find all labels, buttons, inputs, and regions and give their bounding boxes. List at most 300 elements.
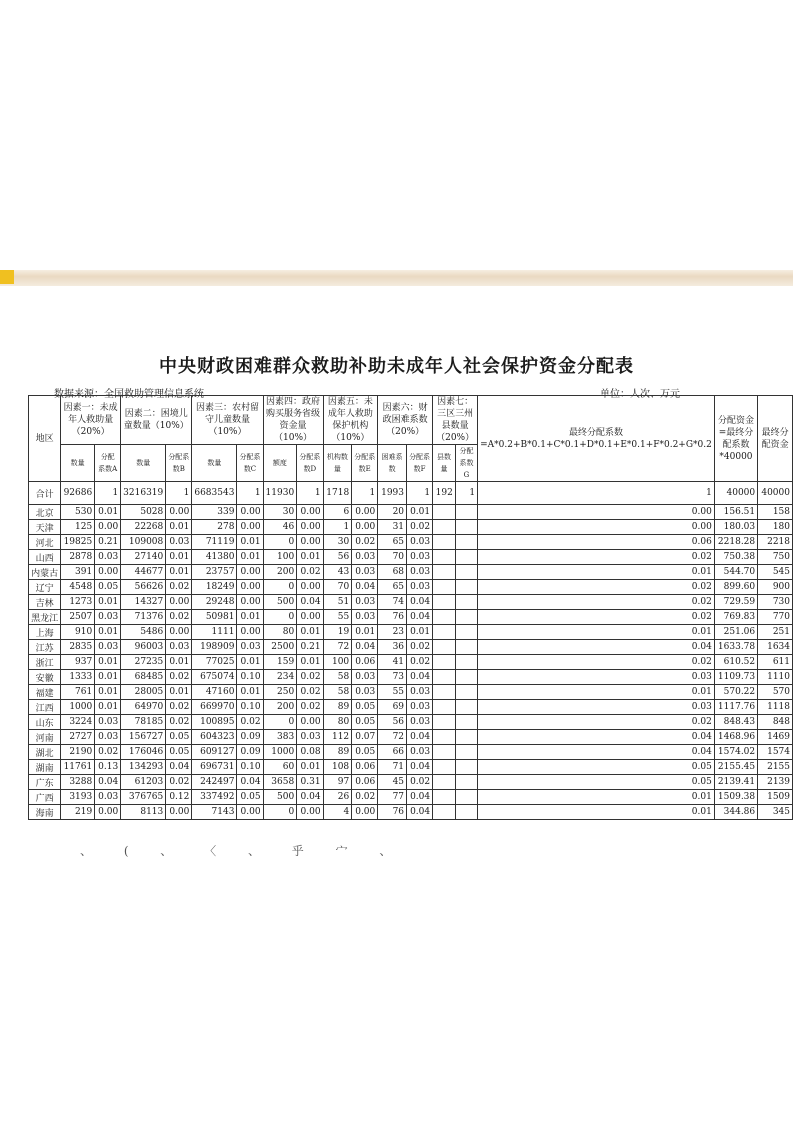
header-factor-7: 因素七：三区三州县数量（20%） [433,396,478,445]
table-cell [433,760,456,775]
table-cell: 2835 [61,640,95,655]
table-cell: 1000 [263,745,297,760]
table-cell: 0.05 [237,790,263,805]
table-cell: 1 [478,482,715,505]
table-cell: 40000 [758,482,793,505]
subheader-f2-coef: 分配系数B [166,445,192,482]
table-cell: 156727 [121,730,166,745]
table-cell: 1111 [192,625,237,640]
table-cell: 750 [758,550,793,565]
table-cell: 0.01 [166,565,192,580]
table-cell: 11761 [61,760,95,775]
table-cell [455,505,477,520]
table-cell: 71 [378,760,407,775]
table-cell: 0.01 [297,625,323,640]
table-cell: 0.00 [237,520,263,535]
table-cell [455,715,477,730]
table-row [29,520,793,535]
table-cell: 2190 [61,745,95,760]
table-cell: 3224 [61,715,95,730]
table-cell: 100895 [192,715,237,730]
table-cell: 0.00 [297,610,323,625]
table-cell [433,550,456,565]
table-cell: 56626 [121,580,166,595]
table-cell: 2727 [61,730,95,745]
table-cell: 0.05 [478,760,715,775]
region-cell: 辽宁 [29,580,61,595]
table-cell: 0.02 [478,580,715,595]
table-cell: 910 [61,625,95,640]
region-cell: 湖南 [29,760,61,775]
table-cell: 41 [378,655,407,670]
table-cell: 26 [323,790,352,805]
table-cell: 0.00 [237,805,263,820]
table-cell: 0.08 [297,745,323,760]
table-cell: 1333 [61,670,95,685]
table-cell: 2500 [263,640,297,655]
table-cell: 70 [378,550,407,565]
table-cell: 1273 [61,595,95,610]
table-cell: 68485 [121,670,166,685]
table-cell: 0.02 [166,580,192,595]
table-cell: 0.03 [95,715,121,730]
subheader-f1-count: 数量 [61,445,95,482]
table-cell [433,685,456,700]
table-cell: 1109.73 [714,670,757,685]
table-cell: 500 [263,595,297,610]
table-cell: 0.03 [95,550,121,565]
table-cell: 0.03 [407,715,433,730]
subheader-f4-coef: 分配系数D [297,445,323,482]
table-cell: 0.07 [352,730,378,745]
table-cell: 2139.41 [714,775,757,790]
table-cell: 77025 [192,655,237,670]
header-final-funds: 最终分配资金 [758,396,793,482]
table-cell: 28005 [121,685,166,700]
table-cell: 0.03 [407,685,433,700]
table-row [29,775,793,790]
table-cell: 1718 [323,482,352,505]
table-cell: 769.83 [714,610,757,625]
table-cell: 56 [323,550,352,565]
table-cell: 383 [263,730,297,745]
table-cell: 158 [758,505,793,520]
table-cell: 0.03 [237,640,263,655]
table-cell: 1 [237,482,263,505]
table-cell: 0.01 [95,625,121,640]
table-cell: 5486 [121,625,166,640]
table-cell: 0.03 [352,610,378,625]
table-cell: 92686 [61,482,95,505]
table-cell: 0.02 [297,670,323,685]
table-cell: 18249 [192,580,237,595]
table-cell: 0.04 [352,580,378,595]
table-cell: 36 [378,640,407,655]
table-cell: 0.13 [95,760,121,775]
table-cell [433,790,456,805]
table-cell: 80 [323,715,352,730]
table-row [29,580,793,595]
table-cell: 696731 [192,760,237,775]
table-cell [433,670,456,685]
table-cell: 60 [263,760,297,775]
page-title: 中央财政困难群众救助补助未成年人社会保护资金分配表 [159,356,634,377]
table-cell [433,700,456,715]
subheader-f7-coef: 分配系数G [455,445,477,482]
table-cell: 0.05 [95,580,121,595]
table-cell: 0.00 [237,595,263,610]
table-cell: 71119 [192,535,237,550]
region-cell: 山东 [29,715,61,730]
table-cell: 1 [166,482,192,505]
table-cell: 0.00 [95,565,121,580]
table-cell: 0.02 [478,655,715,670]
table-cell [455,745,477,760]
table-cell: 669970 [192,700,237,715]
table-cell: 27235 [121,655,166,670]
table-cell: 0.06 [352,655,378,670]
table-cell: 125 [61,520,95,535]
table-cell: 0.04 [478,745,715,760]
table-cell: 0.01 [95,670,121,685]
table-cell: 72 [323,640,352,655]
table-cell [455,760,477,775]
table-cell: 66 [378,745,407,760]
table-cell: 0.00 [237,580,263,595]
table-cell: 345 [758,805,793,820]
table-cell: 251 [758,625,793,640]
table-cell: 78185 [121,715,166,730]
table-cell: 604323 [192,730,237,745]
table-cell: 0.01 [297,550,323,565]
table-cell: 23 [378,625,407,640]
table-cell [455,655,477,670]
table-cell: 0.05 [478,775,715,790]
table-cell: 68 [378,565,407,580]
header-region: 地区 [29,396,61,482]
bottom-scrawl-text: 、 ( 、 〈 、 乎 宀 、 [80,844,406,858]
region-cell: 江苏 [29,640,61,655]
subheader-f6-coef: 分配系数F [407,445,433,482]
table-row [29,790,793,805]
table-row [29,715,793,730]
table-cell: 0.02 [407,655,433,670]
table-cell [433,730,456,745]
table-cell: 570.22 [714,685,757,700]
table-cell: 55 [323,610,352,625]
subheader-f4-amount: 额度 [263,445,297,482]
table-cell: 100 [323,655,352,670]
table-cell: 0 [263,535,297,550]
table-cell: 176046 [121,745,166,760]
table-cell: 0.05 [352,745,378,760]
subheader-f5-count: 机构数量 [323,445,352,482]
table-cell: 0.01 [166,520,192,535]
table-cell: 0.04 [407,670,433,685]
table-body [29,482,793,820]
table-cell: 0.00 [166,595,192,610]
table-cell: 0.03 [478,670,715,685]
table-cell [433,745,456,760]
table-cell: 0 [263,805,297,820]
table-cell: 20 [378,505,407,520]
table-cell: 0.00 [166,625,192,640]
table-cell: 0.03 [478,700,715,715]
table-cell: 89 [323,700,352,715]
table-cell: 50981 [192,610,237,625]
table-cell: 0.00 [237,505,263,520]
table-row [29,745,793,760]
table-cell: 1633.78 [714,640,757,655]
table-cell: 251.06 [714,625,757,640]
table-cell: 0.04 [407,790,433,805]
table-cell: 0.00 [352,805,378,820]
table-cell: 0 [263,610,297,625]
table-cell: 14327 [121,595,166,610]
table-cell: 0.02 [297,565,323,580]
table-cell: 0.03 [352,565,378,580]
region-cell: 内蒙古 [29,565,61,580]
table-cell: 8113 [121,805,166,820]
table-cell: 61203 [121,775,166,790]
table-cell [455,610,477,625]
table-cell: 234 [263,670,297,685]
table-cell: 1000 [61,700,95,715]
table-cell: 1 [455,482,477,505]
table-cell: 0.03 [166,535,192,550]
region-cell: 安徽 [29,670,61,685]
table-cell: 0.00 [166,805,192,820]
table-row [29,655,793,670]
table-cell: 0.01 [95,595,121,610]
table-cell: 0.10 [237,760,263,775]
table-cell: 0.04 [407,805,433,820]
table-cell: 0.02 [478,550,715,565]
region-cell: 湖北 [29,745,61,760]
table-cell: 242497 [192,775,237,790]
table-cell: 6 [323,505,352,520]
table-cell: 0.00 [478,505,715,520]
table-cell: 58 [323,685,352,700]
table-cell: 0.01 [407,625,433,640]
table-cell: 770 [758,610,793,625]
table-cell: 0.02 [407,640,433,655]
table-cell [455,700,477,715]
region-cell: 山西 [29,550,61,565]
region-cell: 福建 [29,685,61,700]
table-cell [455,775,477,790]
table-cell: 0.01 [166,655,192,670]
table-cell: 73 [378,670,407,685]
table-cell: 1110 [758,670,793,685]
table-cell: 0.02 [478,715,715,730]
table-cell: 0.02 [407,775,433,790]
region-cell: 北京 [29,505,61,520]
table-cell: 0.31 [297,775,323,790]
table-cell: 0.01 [237,610,263,625]
table-row [29,550,793,565]
table-cell: 159 [263,655,297,670]
table-cell: 3658 [263,775,297,790]
table-cell: 0.03 [352,550,378,565]
table-cell: 0.05 [166,745,192,760]
table-cell: 761 [61,685,95,700]
table-cell: 0.10 [237,670,263,685]
table-cell: 0.01 [237,655,263,670]
table-cell: 0.04 [297,595,323,610]
table-cell [455,730,477,745]
table-cell: 0.02 [478,610,715,625]
table-cell: 0.05 [166,730,192,745]
table-cell: 0.04 [407,760,433,775]
table-cell: 0.02 [352,535,378,550]
table-cell: 1 [95,482,121,505]
table-cell: 0.03 [352,670,378,685]
table-cell: 0.00 [297,805,323,820]
table-cell: 134293 [121,760,166,775]
table-cell: 219 [61,805,95,820]
region-cell: 上海 [29,625,61,640]
table-cell: 1469 [758,730,793,745]
table-cell: 70 [323,580,352,595]
table-cell: 0.02 [166,670,192,685]
table-cell: 0.03 [95,730,121,745]
table-cell: 5028 [121,505,166,520]
table-cell: 180 [758,520,793,535]
table-cell: 1 [352,482,378,505]
table-cell: 391 [61,565,95,580]
table-cell: 192 [433,482,456,505]
table-cell [433,655,456,670]
table-cell: 0.01 [95,685,121,700]
table-cell: 200 [263,700,297,715]
table-cell: 0.03 [407,580,433,595]
region-cell: 吉林 [29,595,61,610]
table-cell: 0.06 [352,775,378,790]
table-cell: 0.06 [478,535,715,550]
table-cell: 0.03 [95,640,121,655]
table-cell: 0.02 [352,790,378,805]
table-cell: 0.01 [478,565,715,580]
table-cell: 4 [323,805,352,820]
table-cell: 0.00 [237,565,263,580]
table-cell: 77 [378,790,407,805]
table-cell: 0.01 [407,505,433,520]
table-cell: 0.10 [237,700,263,715]
table-cell [433,580,456,595]
table-cell: 0.21 [95,535,121,550]
table-cell [455,805,477,820]
table-cell: 58 [323,670,352,685]
table-row [29,595,793,610]
table-cell: 0.09 [237,730,263,745]
table-cell: 64970 [121,700,166,715]
table-cell: 1468.96 [714,730,757,745]
table-cell: 0.03 [166,640,192,655]
table-cell: 0.01 [166,550,192,565]
table-cell: 4548 [61,580,95,595]
table-cell: 0.02 [95,745,121,760]
table-cell: 0.02 [297,685,323,700]
table-cell: 730 [758,595,793,610]
table-cell [433,805,456,820]
table-cell [433,640,456,655]
table-cell: 1993 [378,482,407,505]
table-cell: 0.00 [297,505,323,520]
table-cell: 3288 [61,775,95,790]
table-cell: 0.02 [166,700,192,715]
table-cell: 0.01 [237,550,263,565]
table-cell: 0.02 [478,595,715,610]
table-cell: 0.02 [166,610,192,625]
table-cell: 76 [378,805,407,820]
table-cell: 0.03 [95,610,121,625]
table-cell: 89 [323,745,352,760]
table-cell: 0.12 [166,790,192,805]
table-cell: 376765 [121,790,166,805]
table-cell: 0.03 [352,685,378,700]
table-cell: 0.02 [407,520,433,535]
table-cell: 69 [378,700,407,715]
region-cell: 江西 [29,700,61,715]
table-cell: 1509 [758,790,793,805]
table-cell: 339 [192,505,237,520]
table-cell: 30 [323,535,352,550]
table-cell: 1118 [758,700,793,715]
table-cell: 96003 [121,640,166,655]
table-cell: 0.04 [352,640,378,655]
region-cell: 浙江 [29,655,61,670]
table-cell: 97 [323,775,352,790]
table-cell: 0.00 [478,520,715,535]
region-cell: 海南 [29,805,61,820]
region-cell: 黑龙江 [29,610,61,625]
table-cell: 65 [378,580,407,595]
table-cell: 544.70 [714,565,757,580]
table-cell: 1634 [758,640,793,655]
table-cell: 0 [263,580,297,595]
header-factor-2: 因素二：困境儿童数量（10%） [121,396,192,445]
table-cell: 344.86 [714,805,757,820]
table-cell: 0.01 [95,505,121,520]
table-row [29,700,793,715]
table-cell [433,625,456,640]
subheader-f3-coef: 分配系数C [237,445,263,482]
subheader-f6-count: 困难系数 [378,445,407,482]
table-cell: 71376 [121,610,166,625]
table-cell: 30 [263,505,297,520]
table-cell: 0.01 [237,535,263,550]
table-cell: 675074 [192,670,237,685]
table-cell: 545 [758,565,793,580]
subheader-f5-coef: 分配系数E [352,445,378,482]
table-cell: 0.00 [166,505,192,520]
table-cell: 900 [758,580,793,595]
table-cell: 40000 [714,482,757,505]
table-cell [455,520,477,535]
table-cell: 0.00 [237,625,263,640]
table-cell: 337492 [192,790,237,805]
table-cell: 51 [323,595,352,610]
table-cell [455,550,477,565]
header-final-coefficient: 最终分配系数=A*0.2+B*0.1+C*0.1+D*0.1+E*0.1+F*0.2+G*0.2 [478,396,715,482]
table-cell: 80 [263,625,297,640]
table-cell: 0.03 [407,565,433,580]
table-cell: 0.03 [407,745,433,760]
table-row [29,610,793,625]
table-cell: 27140 [121,550,166,565]
table-cell: 1 [323,520,352,535]
